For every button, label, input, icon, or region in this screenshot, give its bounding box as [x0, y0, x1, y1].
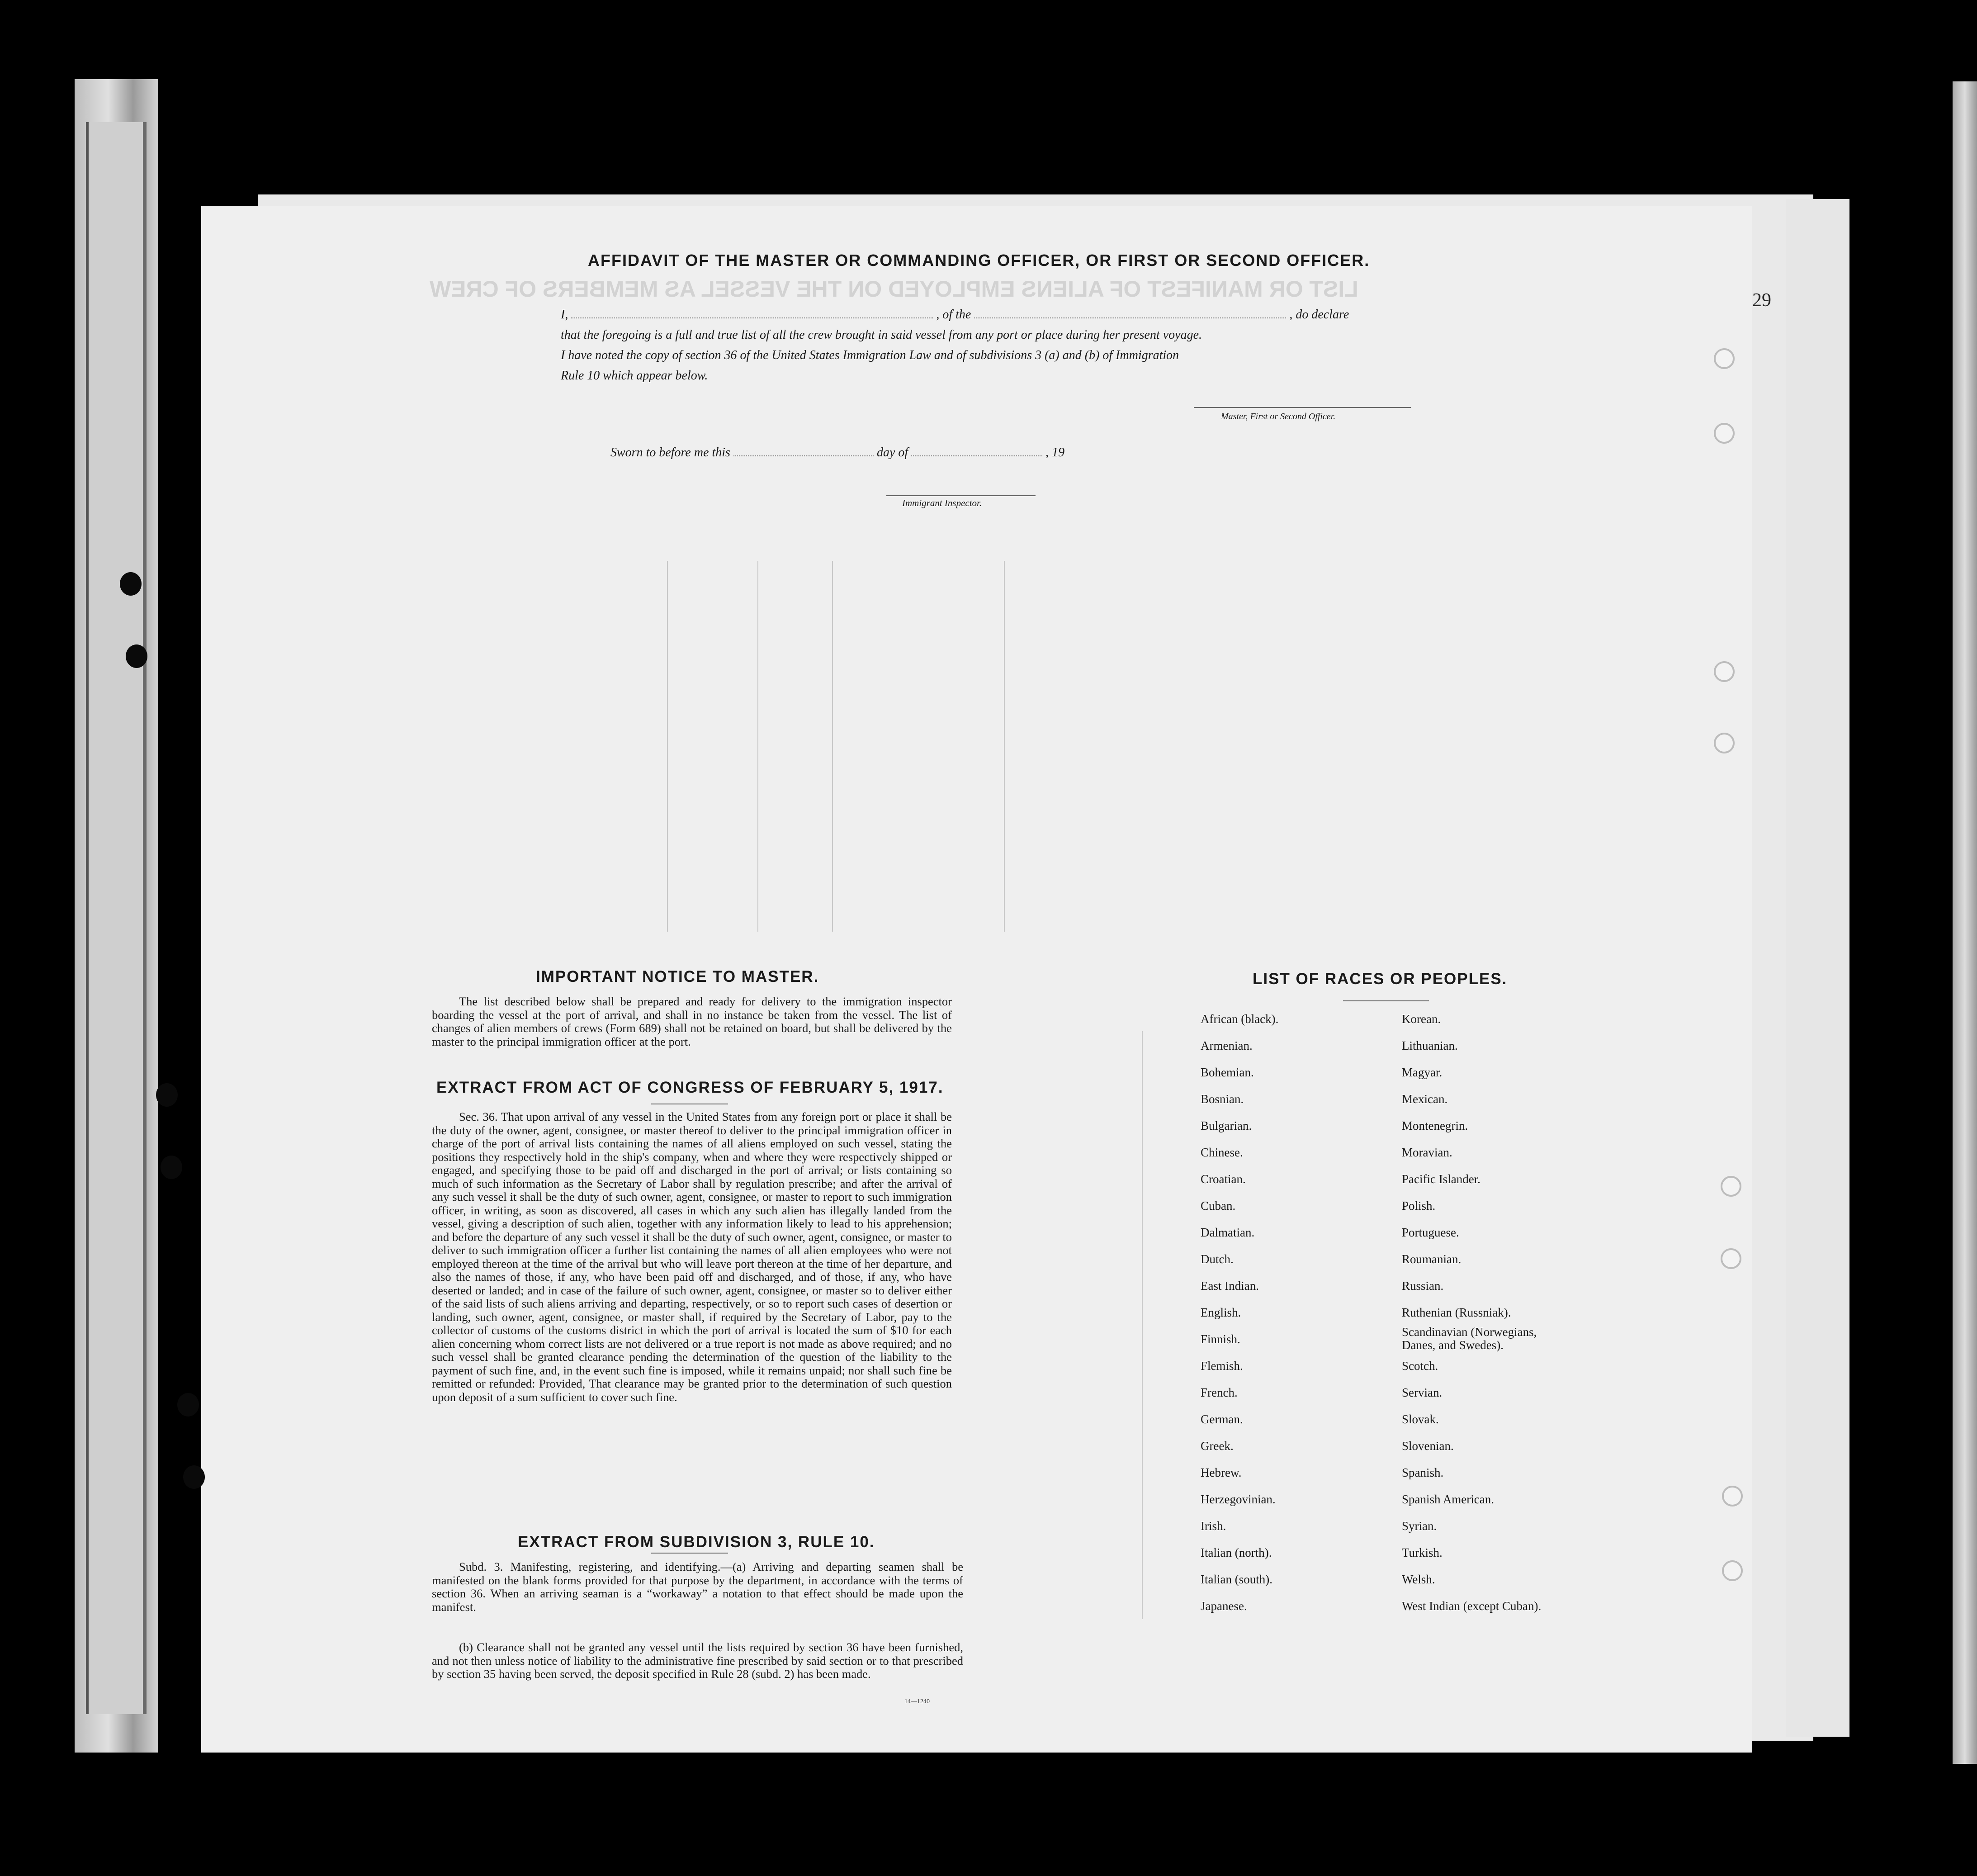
race-item: Slovenian. — [1402, 1439, 1454, 1453]
race-item: Chinese. — [1201, 1146, 1243, 1159]
race-item: Mexican. — [1402, 1092, 1448, 1106]
signature-line — [1194, 407, 1411, 408]
act-extract-title: EXTRACT FROM ACT OF CONGRESS OF FEBRUARY 5, 1917. — [436, 1079, 944, 1096]
race-item: Scandinavian (Norwegians, Danes, and Swedes). — [1402, 1325, 1537, 1352]
race-item: African (black). — [1201, 1012, 1279, 1026]
faint-rule — [667, 561, 668, 932]
manifest-page — [201, 206, 1752, 1753]
race-item: Spanish. — [1402, 1466, 1444, 1479]
race-item: West Indian (except Cuban). — [1402, 1599, 1542, 1613]
inspector-line — [886, 495, 1036, 496]
year-label: , 19 — [1045, 445, 1065, 460]
race-item: Armenian. — [1201, 1039, 1253, 1052]
punch-hole — [183, 1465, 205, 1489]
race-item: Portuguese. — [1402, 1226, 1459, 1239]
race-item: Bosnian. — [1201, 1092, 1244, 1106]
binder-hole — [1722, 1560, 1743, 1581]
race-item: German. — [1201, 1412, 1243, 1426]
sworn-line — [610, 445, 1064, 460]
race-item: Korean. — [1402, 1012, 1441, 1026]
faint-rule — [832, 561, 833, 932]
race-item: Syrian. — [1402, 1519, 1437, 1533]
race-item: Italian (south). — [1201, 1573, 1272, 1586]
do-declare-label: , do declare — [1289, 308, 1349, 322]
binder-hole — [1714, 348, 1735, 369]
act-extract-text: Sec. 36. That upon arrival of any vessel in the United States from any foreign port or place it shall be the duty of the owner, agent, consignee, or master thereof to deliver to the principal immigration officer in charge of the port of arrival lists containing the names of all aliens employed on such vessel, stating the positions they respectively hold in the ship's company, when and where they were respectively shipped or engaged, and specifying those to be paid off and discharged in the port of arrival; or lists containing so much of such information as the Secretary of Labor shall by regulation prescribe; and after the arrival of any such vessel it shall be the duty of such owner, agent, consignee, or master to report to such immigration officer, in writing, as soon as discovered, all cases in which any such alien has illegally landed from the vessel, giving a description of such alien, together with any information likely to lead to his apprehension; and before the departure of any such vessel it shall be the duty of such owner, agent, consignee, or master to deliver to such immigration officer a further list containing the names of all alien employees who were not employed thereon at the time of the arrival but who will leave port thereon at the time of her departure, and also the names of those, if any, who have been paid off and discharged, and of those, if any, who have deserted or landed; and in case of the failure of such owner, agent, consignee, or master so to deliver either of the said lists of such aliens arriving and departing, respectively, or so to report such cases of desertion or landing, such owner, agent, consignee, or master shall, if required by the Secretary of Labor, pay to the collector of customs of the customs district in which the port of arrival is located the sum of $10 for each alien concerning whom correct lists are not delivered or a true report is not made as above required; and no such vessel shall be granted clearance pending the determination of the question of the liability to the payment of such fine, and, in the event such fine is imposed, while it remains unpaid; nor shall such fine be remitted or refunded: Provided, That clearance may be granted prior to the determination of such question upon deposit of a sum sufficient to cover such fine. — [432, 1110, 952, 1404]
race-item: Montenegrin. — [1402, 1119, 1468, 1132]
race-item: Hebrew. — [1201, 1466, 1242, 1479]
race-item: Flemish. — [1201, 1359, 1243, 1373]
race-item: Greek. — [1201, 1439, 1234, 1453]
bleed-through-title: LIST OR MANIFEST OF ALIENS EMPLOYED ON THE VESSEL AS MEMBERS OF CREW — [430, 276, 1358, 302]
faint-rule — [1004, 561, 1005, 932]
form-number: 14—1240 — [904, 1698, 930, 1705]
affidavit-line-1 — [561, 308, 1349, 322]
binder-edge-right — [1953, 81, 1977, 1764]
race-item: Japanese. — [1201, 1599, 1247, 1613]
race-item: Welsh. — [1402, 1573, 1435, 1586]
binder-hole — [1722, 1486, 1743, 1506]
faint-rule — [757, 561, 758, 932]
page-edge-number: 29 — [1752, 290, 1771, 311]
sworn-month-blank — [911, 455, 1042, 456]
races-title: LIST OF RACES OR PEOPLES. — [1253, 970, 1508, 988]
race-item: Moravian. — [1402, 1146, 1452, 1159]
punch-hole — [126, 644, 147, 668]
race-item: Herzegovinian. — [1201, 1492, 1276, 1506]
race-item: Servian. — [1402, 1386, 1443, 1399]
binder-hole — [1714, 661, 1735, 682]
race-item: Magyar. — [1402, 1066, 1443, 1079]
notice-title: IMPORTANT NOTICE TO MASTER. — [536, 968, 819, 985]
binder-hole — [1721, 1176, 1741, 1197]
rule-extract-title: EXTRACT FROM SUBDIVISION 3, RULE 10. — [518, 1533, 875, 1551]
sworn-label: Sworn to before me this — [610, 445, 730, 460]
race-item: Turkish. — [1402, 1546, 1443, 1559]
page-stack-left — [86, 122, 147, 1714]
master-signature-label: Master, First or Second Officer. — [1221, 412, 1336, 422]
race-item: Slovak. — [1402, 1412, 1439, 1426]
race-item: Lithuanian. — [1402, 1039, 1458, 1052]
race-item: Bohemian. — [1201, 1066, 1254, 1079]
race-item: Polish. — [1402, 1199, 1436, 1213]
race-item: East Indian. — [1201, 1279, 1259, 1293]
race-item: English. — [1201, 1306, 1241, 1319]
race-item: Italian (north). — [1201, 1546, 1272, 1559]
race-item: Finnish. — [1201, 1332, 1240, 1346]
race-item: Roumanian. — [1402, 1252, 1461, 1266]
race-item: Cuban. — [1201, 1199, 1236, 1213]
affidavit-line-3: I have noted the copy of section 36 of the United States Immigration Law and of subdivisions 3 (a) and (b) of Immigration — [561, 348, 1179, 362]
race-item: Dutch. — [1201, 1252, 1234, 1266]
sworn-day-blank — [733, 455, 874, 456]
binder-hole — [1714, 733, 1735, 753]
race-item: Dalmatian. — [1201, 1226, 1255, 1239]
underlying-sheet-edge — [1786, 199, 1849, 1737]
punch-hole — [120, 572, 142, 596]
race-item: Bulgarian. — [1201, 1119, 1252, 1132]
binder-hole — [1714, 423, 1735, 444]
rule-extract-text-b: (b) Clearance shall not be granted any vessel until the lists required by section 36 have been furnished, and not then unless notice of liability to the administrative fine prescribed by said section or to that prescribed by section 35 having been served, the deposit specified in Rule 28 (subd. 2) has been made. — [432, 1640, 963, 1681]
day-of-label: day of — [876, 445, 908, 460]
race-item: Spanish American. — [1402, 1492, 1494, 1506]
of-the-label: , of the — [936, 308, 971, 322]
name-blank — [571, 317, 933, 318]
vessel-blank — [974, 317, 1286, 318]
affidavit-line-4: Rule 10 which appear below. — [561, 369, 708, 383]
binder-hole — [1721, 1248, 1741, 1269]
faint-rule — [1142, 1031, 1143, 1619]
race-item: Croatian. — [1201, 1172, 1246, 1186]
title-rule — [1343, 1000, 1429, 1001]
race-item: Pacific Islander. — [1402, 1172, 1480, 1186]
punch-hole — [156, 1083, 178, 1107]
race-item: Scotch. — [1402, 1359, 1438, 1373]
title-rule — [651, 1553, 728, 1554]
race-item: Russian. — [1402, 1279, 1444, 1293]
inspector-label: Immigrant Inspector. — [902, 497, 982, 508]
affidavit-line-2: that the foregoing is a full and true list of all the crew brought in said vessel from any port or place during her present voyage. — [561, 328, 1202, 342]
rule-extract-text-a: Subd. 3. Manifesting, registering, and identifying.—(a) Arriving and departing seamen shall be manifested on the blank forms provided for that purpose by the department, in accordance with the terms of section 36. When an arriving seaman is a “workaway” a notation to that effect should be made upon the manifest. — [432, 1560, 963, 1614]
race-item: French. — [1201, 1386, 1238, 1399]
punch-hole — [161, 1156, 182, 1179]
punch-hole — [177, 1393, 199, 1416]
affidavit-title: AFFIDAVIT OF THE MASTER OR COMMANDING OFFICER, OR FIRST OR SECOND OFFICER. — [588, 251, 1370, 270]
i-label: I, — [561, 308, 568, 322]
race-item: Ruthenian (Russniak). — [1402, 1306, 1511, 1319]
race-item: Irish. — [1201, 1519, 1226, 1533]
notice-text: The list described below shall be prepared and ready for delivery to the immigration inspector boarding the vessel at the port of arrival, and shall in no instance be taken from the vessel. The list of changes of alien members of crews (Form 689) shall not be retained on board, but shall be delivered by the master to the principal immigration officer at the port. — [432, 995, 952, 1048]
